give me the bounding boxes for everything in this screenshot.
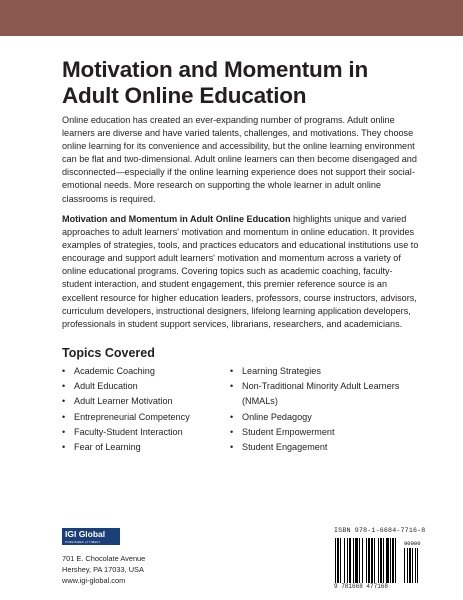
barcode-digits: 9 781668 477168 bbox=[334, 583, 389, 590]
barcode-bar bbox=[368, 538, 370, 583]
description-paragraph-2-text: highlights unique and varied approaches to adult learners' motivation and momentum in online education. It provides examples of strategies, tools, and practices educators and educational institutions use to encourage and support adult learners' motivation and momentum across a variety of online educational programs. Covering topics such as academic coaching, faculty-student interaction, and student engagement, this premier reference source is an excellent resource for higher education leaders, professors, course instructors, advisors, curriculum developers, instructional designers, lifelong learning application developers, professionals in student support services, librarians, researchers, and academicians. bbox=[62, 214, 419, 329]
top-color-band bbox=[0, 0, 463, 36]
barcode-bar bbox=[337, 538, 339, 583]
topics-heading: Topics Covered bbox=[62, 346, 155, 360]
barcode-bar bbox=[374, 538, 375, 583]
barcode-bar bbox=[383, 538, 384, 583]
topic-item: • Adult Education bbox=[62, 379, 227, 394]
book-title: Motivation and Momentum in Adult Online Education bbox=[62, 57, 369, 108]
barcode-bars bbox=[334, 538, 426, 583]
barcode-bar bbox=[335, 538, 336, 583]
topic-item: • Faculty-Student Interaction bbox=[62, 425, 227, 440]
barcode-bar bbox=[395, 538, 396, 583]
barcode-addon-bar bbox=[409, 548, 411, 583]
topic-item: • Entrepreneurial Competency bbox=[62, 410, 227, 425]
barcode-bar bbox=[378, 538, 379, 583]
topics-list-left bbox=[62, 364, 227, 455]
topic-item: • Non-Traditional Minority Adult Learners (NMALs) bbox=[230, 379, 400, 409]
publisher-logo-text: IGI Global bbox=[65, 529, 106, 539]
barcode-addon-bar bbox=[417, 548, 418, 583]
topics-list-right bbox=[230, 364, 400, 455]
description-paragraph-2 bbox=[62, 213, 422, 331]
book-title-inline: Motivation and Momentum in Adult Online Education bbox=[62, 214, 291, 224]
barcode-addon-bar bbox=[412, 548, 413, 583]
topic-item: • Learning Strategies bbox=[230, 364, 400, 379]
topic-item: • Fear of Learning bbox=[62, 440, 227, 455]
publisher-address bbox=[62, 553, 145, 586]
barcode-bar bbox=[390, 538, 391, 583]
address-line-2: Hershey, PA 17033, USA bbox=[62, 565, 144, 574]
barcode-bar bbox=[386, 538, 389, 583]
isbn-text: ISBN 978-1-6684-7716-8 bbox=[334, 527, 426, 534]
topic-item: • Academic Coaching bbox=[62, 364, 227, 379]
topic-item: • Student Empowerment bbox=[230, 425, 400, 440]
topic-item: • Online Pedagogy bbox=[230, 410, 400, 425]
barcode-bar bbox=[362, 538, 363, 583]
barcode-bar bbox=[380, 538, 382, 583]
barcode-addon-bar bbox=[404, 548, 405, 583]
barcode-bar bbox=[355, 538, 358, 583]
barcode-bar bbox=[347, 538, 348, 583]
topic-item: • Student Engagement bbox=[230, 440, 400, 455]
barcode-bar bbox=[359, 538, 360, 583]
barcode-bar bbox=[349, 538, 351, 583]
publisher-logo bbox=[62, 528, 120, 548]
barcode-bar bbox=[366, 538, 367, 583]
barcode-addon-bar bbox=[407, 548, 408, 583]
publisher-logo-tagline: PUBLISHER of TIMELY KNOWLEDGE bbox=[65, 540, 101, 548]
barcode-bar bbox=[371, 538, 373, 583]
barcode-bar bbox=[340, 538, 341, 583]
topic-item: • Adult Learner Motivation bbox=[62, 394, 227, 409]
publisher-website: www.igi-global.com bbox=[62, 576, 126, 585]
barcode-bar bbox=[344, 538, 345, 583]
isbn-barcode bbox=[334, 527, 426, 593]
barcode-bar bbox=[353, 538, 354, 583]
barcode-bar bbox=[392, 538, 394, 583]
description-paragraph-1: Online education has created an ever-expanding number of programs. Adult online learners are diverse and have varied talents, challenges, and motivations. They choose online learning for its convenience and accessibility, but the online learning environment can be flat and two-dimensional. Adult online learners can then become disengaged and disconnected—especially if the online learning experience does not support their social-emotional needs. More research on supporting the whole learner in adult online classrooms is required. bbox=[62, 115, 417, 204]
address-line-1: 701 E. Chocolate Avenue bbox=[62, 554, 146, 563]
barcode-price-code: 90000 bbox=[404, 540, 421, 547]
barcode-addon-bar bbox=[415, 548, 416, 583]
